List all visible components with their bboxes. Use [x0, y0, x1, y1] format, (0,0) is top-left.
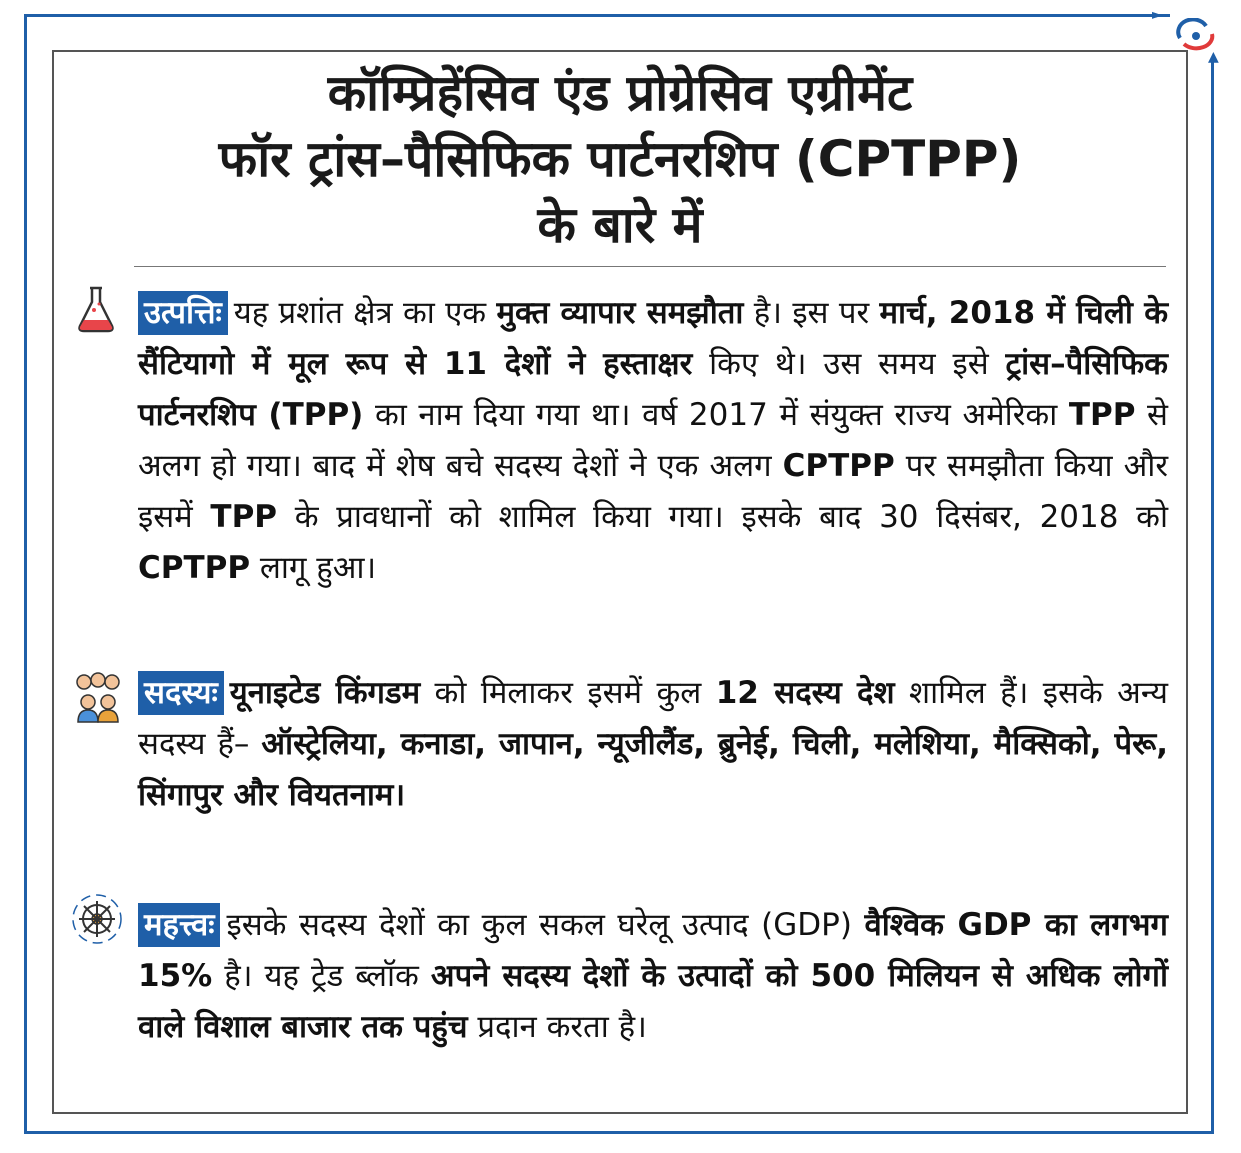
importance-text-3: प्रदान करता है। — [467, 1009, 647, 1045]
people-group-icon — [70, 668, 126, 724]
origin-bold-6: TPP — [210, 499, 278, 535]
members-bold-3: ऑस्ट्रेलिया, कनाडा, जापान, न्यूजीलैंड, ब्रुनेई, चिली, मलेशिया, मैक्सिको, पेरू, सिंगापुर और वियतनाम। — [138, 726, 1168, 813]
title-divider — [134, 266, 1166, 267]
flask-icon — [74, 284, 118, 334]
origin-text-8: लागू हुआ। — [250, 550, 377, 586]
origin-text-3: किए थे। उस समय इसे — [692, 346, 1006, 382]
origin-bold-3: ट्रांस–पैसिफिक पार्टनरशिप (TPP) — [138, 346, 1168, 433]
members-bold-2: 12 सदस्य देश — [715, 675, 895, 711]
origin-text-1: यह प्रशांत क्षेत्र का एक — [233, 295, 497, 331]
arrow-right-icon: ► — [1152, 7, 1163, 23]
members-section — [138, 668, 1168, 821]
origin-bold-5: CPTPP — [782, 448, 895, 484]
arrow-up-icon: ▲ — [1208, 49, 1219, 65]
origin-text-2: है। इस पर — [743, 295, 880, 331]
members-bold-1: यूनाइटेड किंगडम — [229, 675, 421, 711]
importance-section — [138, 900, 1168, 1053]
importance-bold-1: वैश्विक GDP का लगभग 15% — [138, 907, 1168, 994]
importance-bold-2: अपने सदस्य देशों के उत्पादों को 500 मिलियन से अधिक लोगों वाले विशाल बाजार तक पहुंच — [138, 958, 1168, 1045]
origin-bold-7: CPTPP — [138, 550, 251, 586]
origin-text-5: से अलग हो गया। बाद में शेष बचे सदस्य देशों ने एक अलग — [138, 397, 1169, 484]
importance-text-1: इसके सदस्य देशों का कुल सकल घरेलू उत्पाद (GDP) — [226, 907, 865, 943]
origin-bold-1: मुक्त व्यापार समझौता — [496, 295, 744, 331]
members-label: सदस्यः — [138, 671, 224, 715]
content-box — [52, 50, 1188, 1114]
importance-label: महत्त्वः — [138, 903, 220, 947]
brand-logo-icon — [1172, 18, 1222, 52]
origin-text-4: का नाम दिया गया था। वर्ष 2017 में संयुक्त राज्य अमेरिका — [363, 397, 1069, 433]
origin-bold-2: मार्च, 2018 में चिली के सैंटियागो में मूल रूप से 11 देशों ने हस्ताक्षर — [138, 295, 1168, 382]
page-title — [54, 60, 1186, 258]
title-line-1: कॉम्प्रिहेंसिव एंड प्रोग्रेसिव एग्रीमेंट — [327, 64, 913, 122]
origin-text-6: पर समझौता किया और इसमें — [138, 448, 1168, 535]
origin-section — [138, 288, 1168, 594]
title-line-3: के बारे में — [537, 196, 703, 254]
importance-text-2: है। यह ट्रेड ब्लॉक — [212, 958, 431, 994]
origin-bold-4: TPP — [1068, 397, 1136, 433]
title-line-2: फॉर ट्रांस–पैसिफिक पार्टनरशिप (CPTPP) — [218, 130, 1022, 188]
members-text-2: शामिल हैं। इसके अन्य सदस्य हैं– — [138, 675, 1168, 762]
members-text-1: को मिलाकर इसमें कुल — [420, 675, 716, 711]
origin-text-7: के प्रावधानों को शामिल किया गया। इसके बाद 30 दिसंबर, 2018 को — [277, 499, 1169, 535]
ship-wheel-icon — [70, 892, 124, 946]
origin-label: उत्पत्तिः — [138, 291, 228, 335]
